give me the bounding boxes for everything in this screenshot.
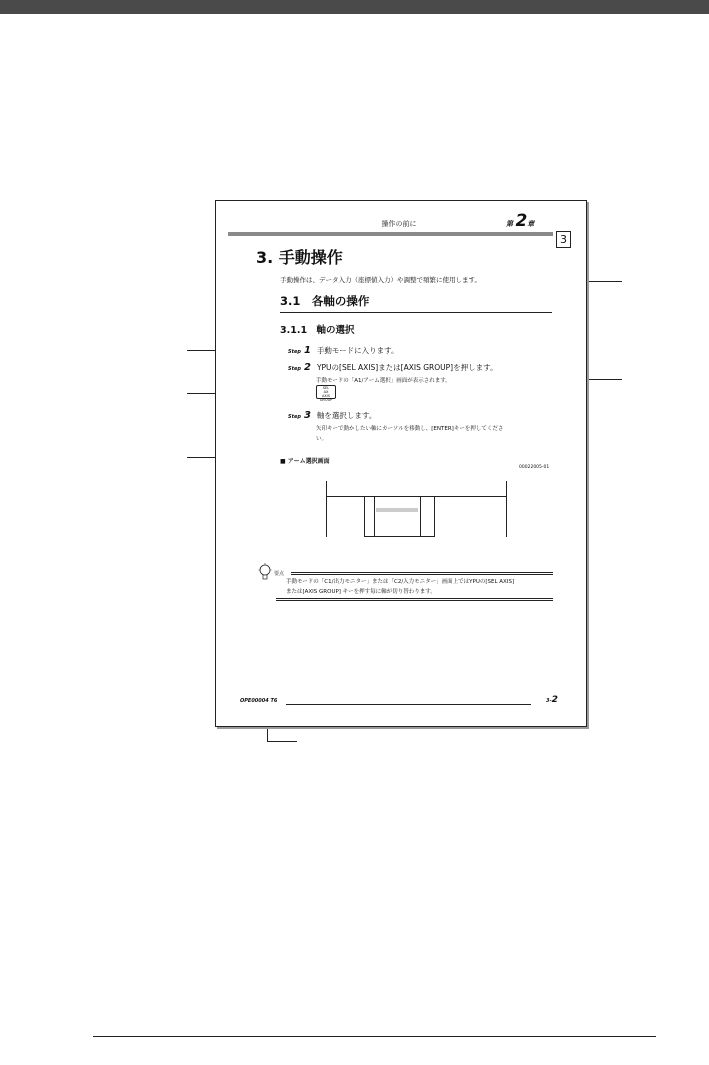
sel-axis-key-icon: SEL AX AXIS GROUP [316, 385, 336, 399]
subsection-title: 3.1 各軸の操作 [280, 294, 370, 308]
step-3-note-2: い。 [316, 436, 328, 442]
subsubsection-title: 3.1.1 軸の選択 [280, 325, 355, 336]
callout-line-tip-h [267, 741, 297, 742]
tip-label: 要点 [274, 571, 285, 577]
top-bar [0, 0, 709, 14]
section-title: 3. 手動操作 [256, 248, 343, 267]
lightbulb-icon [258, 563, 272, 581]
tip-text-1: 手動モードの「C1/出力モニター」または「C2/入力モニター」画面上ではYPUの[SEL AXIS] [286, 579, 515, 585]
step-1: Step 1 手動モードに入ります。 [288, 345, 399, 356]
step-2-note: 手動モードの「A1/アーム選択」画面が表示されます。 [316, 378, 451, 384]
footer-rule [286, 704, 531, 705]
section-number-box: 3 [556, 231, 571, 248]
footer-code: OPE00004 T6 [240, 698, 278, 704]
step-3: Step 3 軸を選択します。 [288, 410, 377, 421]
figure-title: ■ アーム選択画面 [280, 458, 330, 465]
bottom-rule [93, 1036, 656, 1037]
chapter-label: 第 2章 [506, 211, 535, 231]
header-bar [228, 232, 553, 236]
step-2: Step 2 YPUの[SEL AXIS]または[AXIS GROUP]を押します。 [288, 362, 498, 373]
intro-text: 手動操作は、データ入力（座標値入力）や調整で頻繁に使用します。 [280, 276, 481, 284]
subsection-rule [280, 312, 552, 313]
tip-text-2: または[AXIS GROUP] キーを押す毎に軸が切り替わります。 [286, 589, 436, 595]
manual-page: 操作の前に 第 2章 3 3. 手動操作 手動操作は、データ入力（座標値入力）や調整で頻繁に使用します。 3.1 各軸の操作 3.1.1 軸の選択 Step 1 手動モードに入ります。 Step 2 YPUの[SEL AXIS]または[AXIS GROUP]を押します。 手動モードの「A1/アーム選択」画面が表示されます。 SEL AX AXIS GROUP Step 3 軸を選択します。 矢印キーで動かしたい軸にカーソルを移動し、[ENTER]キーを押してくださ い。 ■ アーム選択画面 00022005-01 要点 手動モードの「C1/出力モニター」または「C2/入力モニター」画面上ではYPUの[SEL AXIS] または[AXIS GROUP] キーを押す毎に軸が切り替わります。 OPE00004 T6 3-2 [215, 200, 587, 727]
page-number: 3-2 [546, 695, 558, 705]
tip-rule-bottom [276, 598, 553, 599]
figure-id: 00022005-01 [519, 465, 550, 470]
tip-rule-top [291, 572, 553, 573]
step-3-note-1: 矢印キーで動かしたい軸にカーソルを移動し、[ENTER]キーを押してくださ [316, 426, 504, 432]
